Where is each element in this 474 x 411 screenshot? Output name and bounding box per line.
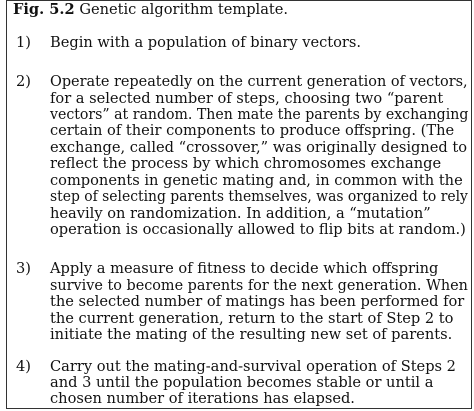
step-number: 4) — [16, 358, 31, 375]
step-text-line: certain of their components to produce offspring. (The — [50, 122, 455, 139]
step-text-line: initiate the mating of the resulting new set of parents. — [50, 326, 453, 343]
step-text-line: Operate repeatedly on the current generation of vectors, — [50, 73, 468, 90]
step-text-line: chosen number of iterations has elapsed. — [50, 390, 355, 407]
step-text-line: Apply a measure of fitness to decide which offspring — [50, 260, 439, 277]
step-text-line: Carry out the mating-and-survival operation of Steps 2 — [50, 358, 456, 375]
step-text-line: the current generation, return to the start of Step 2 to — [50, 310, 454, 327]
figure-label: Fig. 5.2 — [13, 1, 75, 18]
figure-caption — [13, 2, 288, 18]
step-text-line: for a selected number of steps, choosing two “parent — [50, 90, 444, 107]
step-text-line: components in genetic mating and, in common with the — [50, 172, 463, 189]
step-text-line: reflect the process by which chromosomes exchange — [50, 155, 442, 172]
step-text-line: the selected number of matings has been performed for — [50, 293, 465, 310]
figure-frame — [6, 0, 472, 409]
step-text-line: exchange, called “crossover,” was originally designed to — [50, 139, 467, 156]
figure-title: Genetic algorithm template. — [79, 1, 289, 18]
step-text-line: heavily on randomization. In addition, a “mutation” — [50, 205, 431, 222]
step-number: 1) — [16, 34, 31, 51]
step-text-line: Begin with a population of binary vectors. — [50, 34, 362, 51]
step-text-line: survive to become parents for the next generation. When — [50, 277, 468, 294]
step-text-line: operation is occasionally allowed to flip bits at random.) — [50, 221, 466, 238]
step-number: 3) — [16, 260, 31, 277]
step-number: 2) — [16, 73, 31, 90]
step-text-line: step of selecting parents themselves, was organized to rely — [50, 188, 468, 205]
step-text-line: vectors” at random. Then mate the parents by exchanging — [50, 106, 469, 123]
step-text-line: and 3 until the population becomes stable or until a — [50, 374, 434, 391]
